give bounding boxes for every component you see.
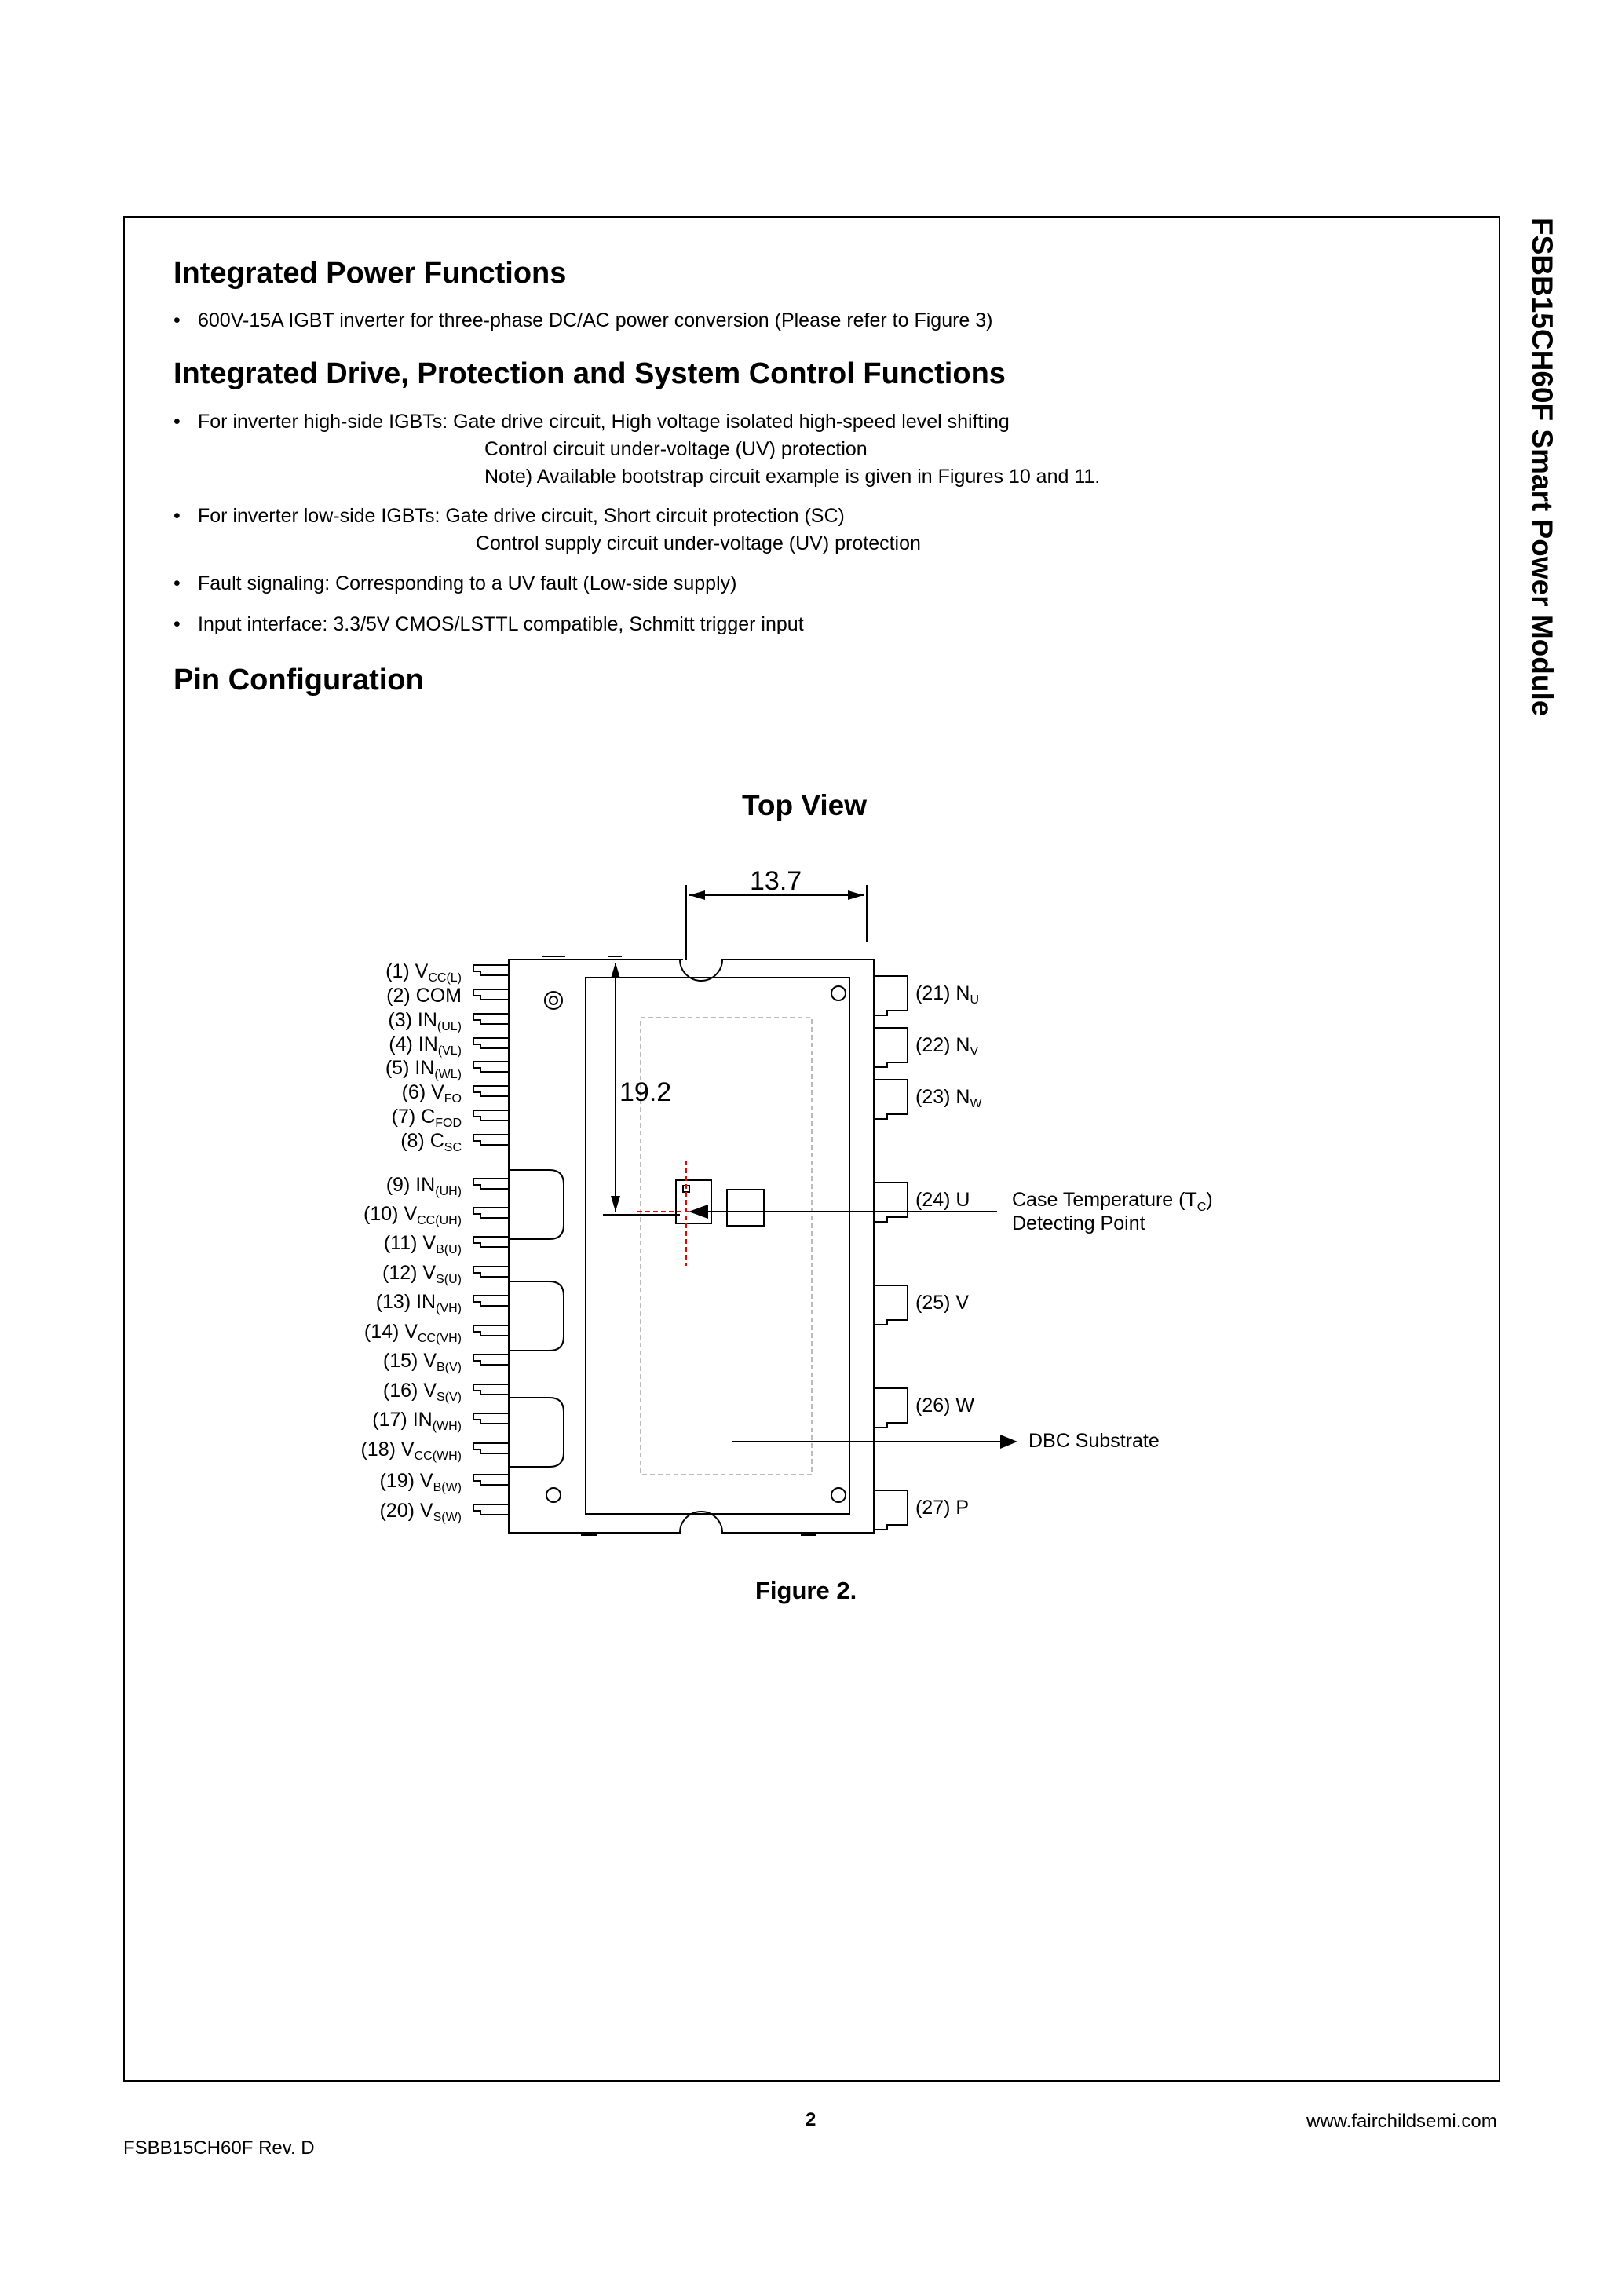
pin-label-left-14 xyxy=(364,1320,462,1351)
pin-number: (25) xyxy=(915,1292,956,1314)
left-pin-lead xyxy=(473,1179,509,1189)
pin-subscript: B(U) xyxy=(436,1243,462,1256)
bullet-drive-1-line2: Control circuit under-voltage (UV) protection xyxy=(484,438,868,460)
pin-number: (13) xyxy=(375,1291,417,1313)
pin-label-left-2 xyxy=(386,984,462,1007)
pin-subscript: V xyxy=(970,1045,979,1058)
pin-number: (21) xyxy=(915,982,956,1004)
bullet-text: 600V-15A IGBT inverter for three-phase DC/AC power conversion (Please refer to Figure 3) xyxy=(198,309,993,331)
bullet-dot: • xyxy=(174,411,181,433)
pin-label-left-18 xyxy=(360,1438,462,1468)
pin-name: C xyxy=(421,1106,436,1128)
left-pin-lead xyxy=(473,1504,509,1515)
pin-label-right-2 xyxy=(915,1033,978,1064)
pin-name: W xyxy=(955,1395,975,1417)
pin-label-left-9 xyxy=(386,1173,462,1204)
left-pin-lead xyxy=(473,1475,509,1485)
pin-subscript: CC(VH) xyxy=(418,1332,462,1345)
left-pin-lead xyxy=(473,1237,509,1247)
pin-subscript: CC(UH) xyxy=(417,1214,462,1227)
footer-website[interactable]: www.fairchildsemi.com xyxy=(1306,2111,1497,2132)
pin-label-left-10 xyxy=(363,1202,462,1233)
pin-label-right-4 xyxy=(915,1188,970,1212)
pin-number: (2) xyxy=(386,985,416,1007)
pin-name: V xyxy=(415,960,429,982)
pin-name: V xyxy=(423,1350,437,1372)
pin-label-left-17 xyxy=(372,1408,462,1439)
bullet-drive-1-line3: Note) Available bootstrap circuit example is given in Figures 10 and 11. xyxy=(484,466,1101,488)
bullet-drive-2-line2: Control supply circuit under-voltage (UV) protection xyxy=(476,532,921,554)
left-pin-lead xyxy=(473,989,509,1000)
pin-name: IN xyxy=(416,1291,437,1313)
pin-name: N xyxy=(955,1086,970,1108)
left-pin-lead xyxy=(473,1325,509,1336)
pin-name: V xyxy=(431,1081,444,1103)
mounting-hole xyxy=(546,1488,561,1502)
bullet-dot: • xyxy=(174,613,181,635)
pin-name: V xyxy=(422,1232,437,1254)
left-pin-lead xyxy=(473,1110,509,1121)
pin-name: IN xyxy=(412,1409,433,1431)
right-pin-lead xyxy=(874,1080,908,1119)
figure-caption: Figure 2. xyxy=(755,1577,857,1604)
bullet-text: Input interface: 3.3/5V CMOS/LSTTL compatible, Schmitt trigger input xyxy=(198,613,804,635)
pin-number: (10) xyxy=(363,1203,404,1225)
left-pin-lead xyxy=(473,1296,509,1306)
pin-label-left-15 xyxy=(383,1349,462,1380)
pin-number: (16) xyxy=(382,1380,424,1402)
pin-name: V xyxy=(419,1470,433,1492)
chip-pad xyxy=(727,1190,764,1226)
right-pin-lead xyxy=(874,1388,908,1428)
pin-subscript: S(U) xyxy=(436,1273,462,1286)
left-pin-lead xyxy=(473,1267,509,1277)
left-pin-lead xyxy=(473,1086,509,1096)
right-pin-lead xyxy=(874,976,908,1015)
pin-number: (23) xyxy=(915,1086,956,1108)
pin-number: (24) xyxy=(915,1189,956,1211)
pin-label-left-13 xyxy=(376,1290,462,1321)
pin-number: (6) xyxy=(401,1081,432,1103)
pin-number: (19) xyxy=(379,1470,420,1492)
bullet-text: For inverter high-side IGBTs: Gate drive circuit, High voltage isolated high-speed level shifting xyxy=(198,411,1010,433)
pin-number: (22) xyxy=(915,1034,956,1056)
heading-drive-functions: Integrated Drive, Protection and System Control Functions xyxy=(174,357,1006,390)
pin-label-left-11 xyxy=(384,1231,462,1262)
pin-label-left-8 xyxy=(400,1129,462,1160)
pin-number: (12) xyxy=(382,1262,423,1284)
left-pin-lead xyxy=(473,1384,509,1395)
pin-name: COM xyxy=(415,985,462,1007)
page-number: 2 xyxy=(806,2109,816,2130)
pin-label-right-3 xyxy=(915,1085,982,1116)
pin-subscript: B(V) xyxy=(437,1361,462,1374)
pin-name: V xyxy=(422,1262,437,1284)
pin-number: (4) xyxy=(389,1033,418,1055)
case-temp-close: ) xyxy=(1206,1189,1213,1211)
right-pin-lead xyxy=(874,1490,908,1530)
pin-subscript: B(W) xyxy=(433,1481,462,1494)
mounting-hole xyxy=(550,996,557,1004)
inner-frame xyxy=(586,978,849,1514)
pin-label-left-16 xyxy=(383,1379,462,1409)
pin-label-right-7 xyxy=(915,1496,969,1519)
case-temp-sub: C xyxy=(1196,1201,1207,1214)
bullet-dot: • xyxy=(174,572,181,594)
left-pin-lead xyxy=(473,1038,509,1048)
bullet-dot: • xyxy=(174,309,181,331)
dbc-substrate-label: DBC Substrate xyxy=(1028,1430,1160,1452)
pin-number: (11) xyxy=(383,1232,423,1254)
right-pin-lead xyxy=(874,1028,908,1067)
pin-name: IN xyxy=(415,1174,436,1196)
bullet-dot: • xyxy=(174,505,181,527)
pin-subscript: (UL) xyxy=(437,1020,462,1033)
pin-label-left-19 xyxy=(379,1469,462,1500)
pin-name: U xyxy=(955,1189,970,1211)
pin-subscript: U xyxy=(970,993,980,1007)
pin-name: V xyxy=(955,1292,970,1314)
dim-width-label: 13.7 xyxy=(750,866,802,896)
pin-number: (1) xyxy=(385,960,415,982)
pin-name: V xyxy=(404,1203,418,1225)
case-temp-label-line2: Detecting Point xyxy=(1012,1212,1145,1234)
dim-height-label: 19.2 xyxy=(619,1077,672,1107)
pin-number: (7) xyxy=(391,1106,422,1128)
pin-label-left-20 xyxy=(379,1499,462,1530)
pin-name: N xyxy=(955,982,970,1004)
pin-number: (15) xyxy=(382,1350,424,1372)
pin-name: V xyxy=(404,1321,418,1343)
pin-subscript: CC(WH) xyxy=(414,1450,462,1463)
pin-number: (20) xyxy=(379,1500,420,1522)
left-pin-lead xyxy=(473,1135,509,1145)
left-pin-lead xyxy=(473,1413,509,1424)
pin-number: (5) xyxy=(385,1057,415,1079)
pin-label-right-5 xyxy=(915,1291,969,1314)
pin-name: V xyxy=(419,1500,433,1522)
pin-subscript: FOD xyxy=(435,1117,462,1130)
pin-subscript: (UH) xyxy=(435,1185,462,1198)
figure-view-label: Top View xyxy=(742,789,867,821)
pin-name: IN xyxy=(417,1009,437,1031)
pin-number: (14) xyxy=(363,1321,405,1343)
footer-doc-rev: FSBB15CH60F Rev. D xyxy=(123,2137,315,2159)
pin-name: V xyxy=(400,1439,415,1461)
mounting-hole xyxy=(831,1488,846,1502)
left-pin-lead xyxy=(473,1014,509,1024)
pin-subscript: (VH) xyxy=(436,1302,462,1315)
pin-name: C xyxy=(429,1130,444,1152)
pin-label-right-6 xyxy=(915,1394,974,1417)
left-pin-lead xyxy=(473,1062,509,1072)
pin-subscript: W xyxy=(970,1097,982,1110)
side-title: FSBB15CH60F Smart Power Module xyxy=(1526,218,1558,717)
pin-subscript: S(V) xyxy=(437,1391,462,1404)
pin-number: (9) xyxy=(385,1174,416,1196)
case-temp-text: Case Temperature (T xyxy=(1012,1189,1197,1211)
pin-name: IN xyxy=(415,1057,435,1079)
pin-subscript: (VL) xyxy=(437,1044,462,1058)
left-pin-lead xyxy=(473,965,509,975)
mounting-hole xyxy=(545,992,562,1009)
pin-label-right-1 xyxy=(915,982,979,1012)
pin-label-left-12 xyxy=(382,1261,462,1292)
pin-number: (27) xyxy=(915,1497,956,1519)
heading-pin-configuration: Pin Configuration xyxy=(174,664,424,696)
heading-power-functions: Integrated Power Functions xyxy=(174,257,567,290)
mounting-hole xyxy=(831,986,846,1000)
pin-name: V xyxy=(423,1380,437,1402)
pin-subscript: CC(L) xyxy=(428,971,462,985)
left-pin-lead xyxy=(473,1443,509,1453)
left-pin-lead xyxy=(473,1208,509,1218)
bullet-text: Fault signaling: Corresponding to a UV fault (Low-side supply) xyxy=(198,572,737,594)
pin-name: IN xyxy=(418,1033,438,1055)
right-pin-lead xyxy=(874,1285,908,1325)
pin-subscript: FO xyxy=(444,1092,462,1106)
pin-number: (3) xyxy=(388,1009,418,1031)
pin-subscript: (WL) xyxy=(434,1068,462,1081)
pin-number: (26) xyxy=(915,1395,956,1417)
right-pin-lead xyxy=(874,1183,908,1222)
pin-number: (8) xyxy=(400,1130,430,1152)
pin-subscript: S(W) xyxy=(433,1511,462,1524)
pin-name: N xyxy=(955,1034,970,1056)
pin-subscript: SC xyxy=(444,1141,462,1154)
left-pin-lead xyxy=(473,1355,509,1365)
pin-number: (18) xyxy=(360,1439,401,1461)
pin-subscript: (WH) xyxy=(432,1420,462,1433)
bullet-text: For inverter low-side IGBTs: Gate drive circuit, Short circuit protection (SC) xyxy=(198,505,845,527)
pin-name: P xyxy=(955,1497,970,1519)
pin-number: (17) xyxy=(372,1409,413,1431)
